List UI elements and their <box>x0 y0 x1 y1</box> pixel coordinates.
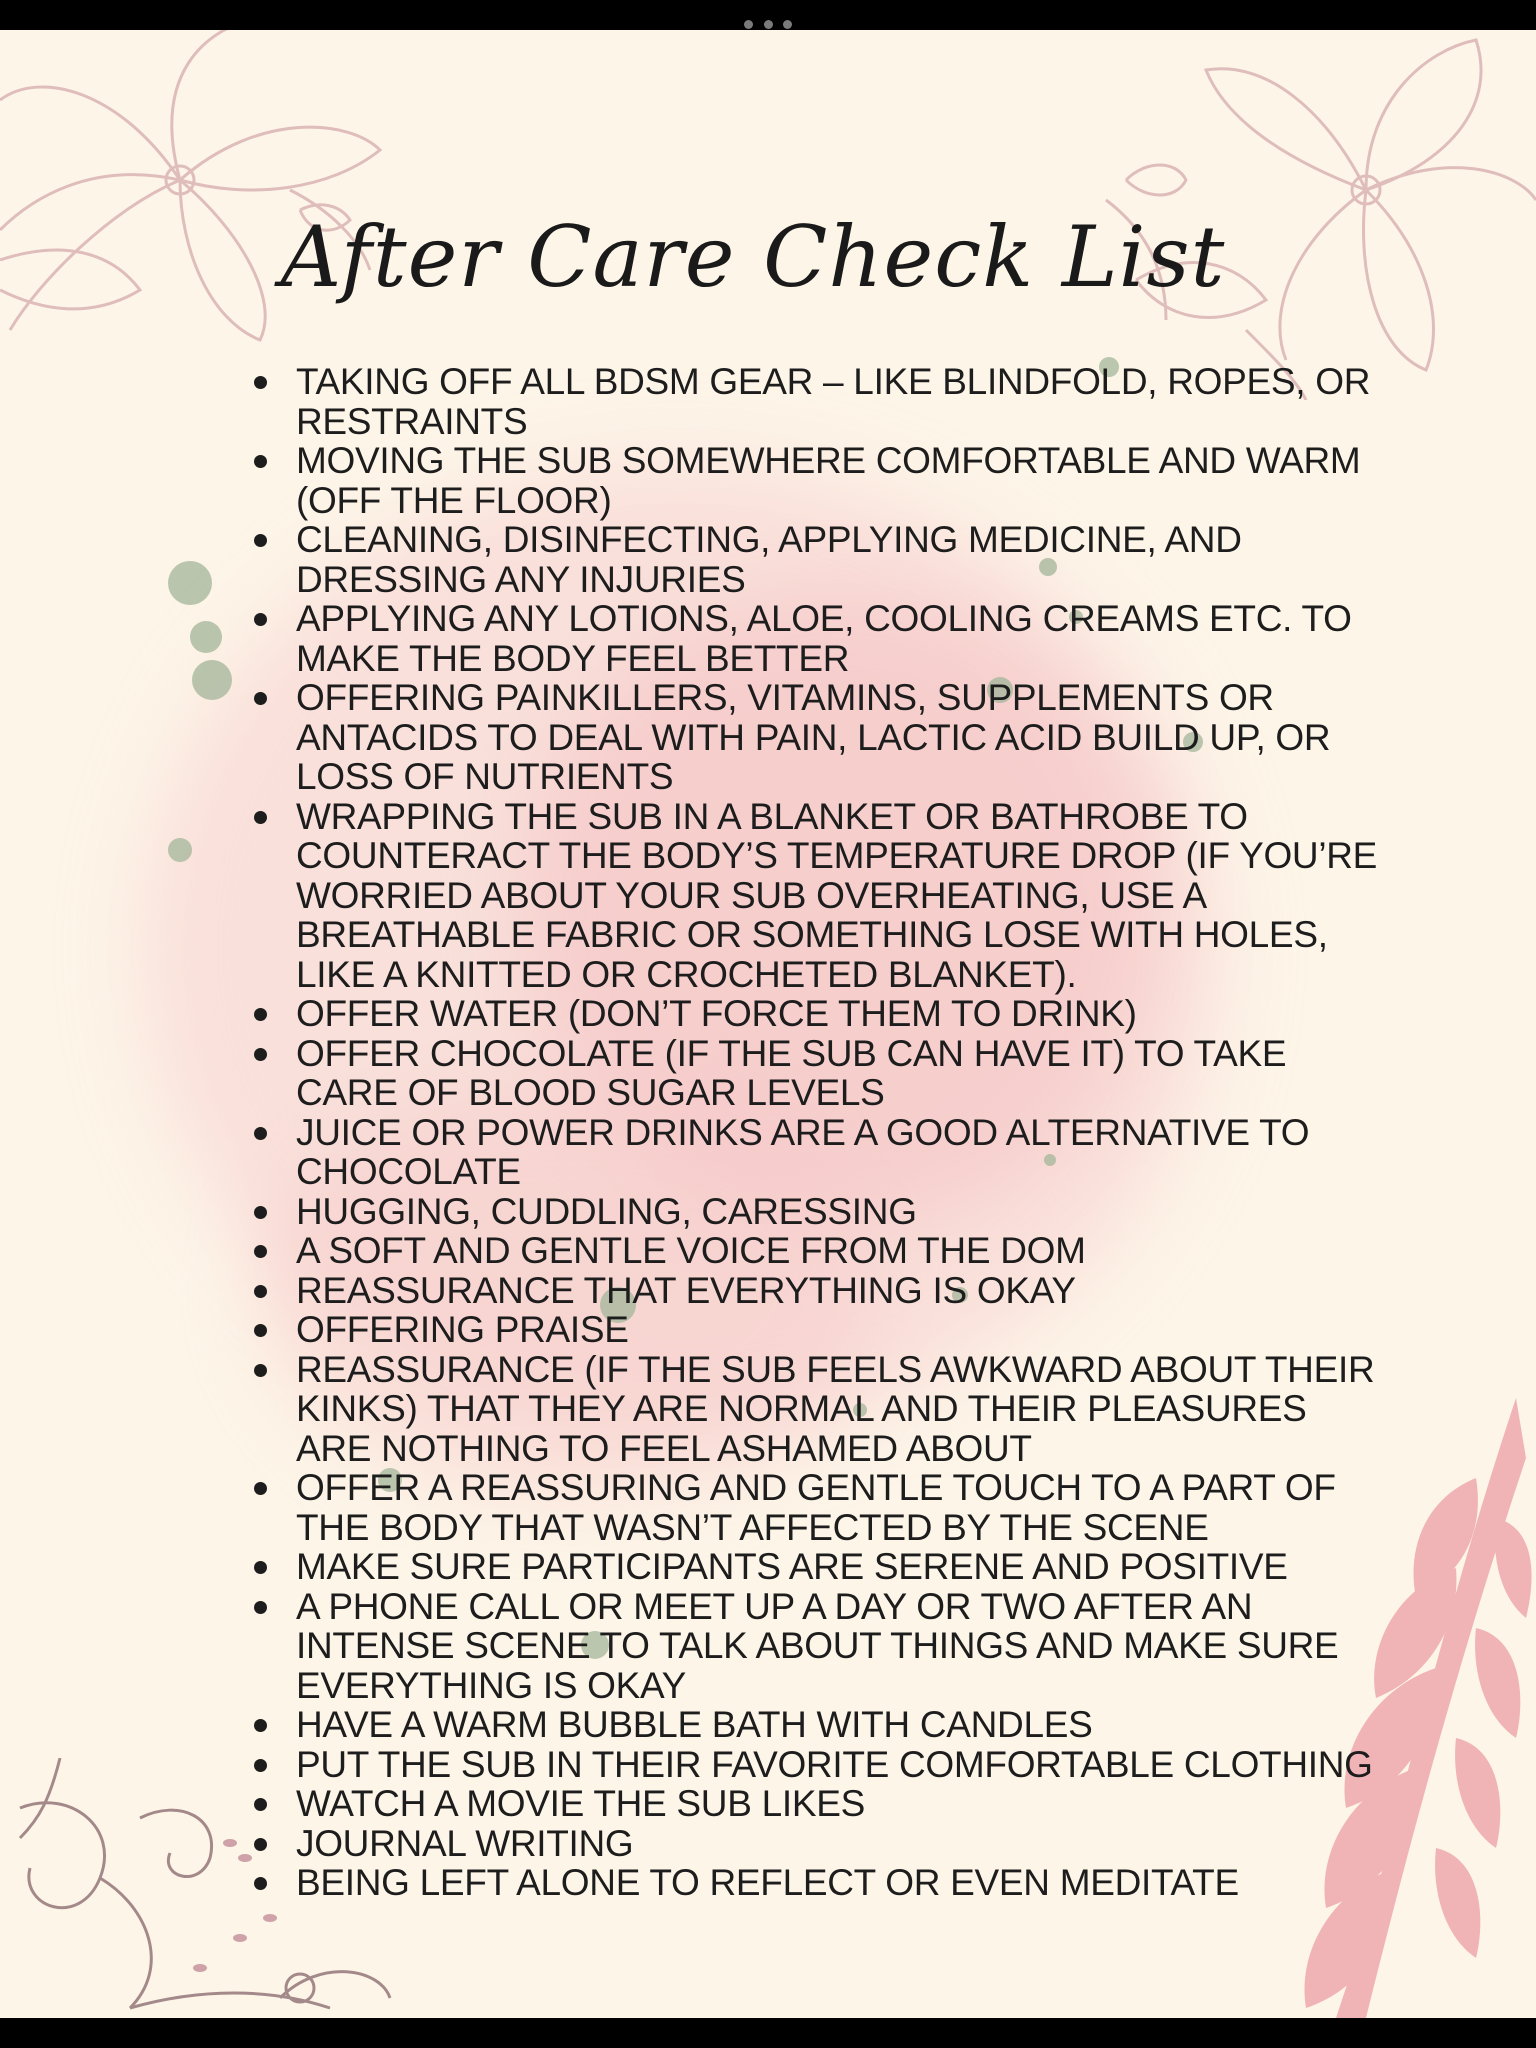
aftercare-checklist <box>253 362 1383 1903</box>
list-item: BEING LEFT ALONE TO REFLECT OR EVEN MEDITATE <box>253 1863 1383 1903</box>
list-item: WATCH A MOVIE THE SUB LIKES <box>253 1784 1383 1824</box>
bottom-bar <box>0 2018 1536 2048</box>
list-item: WRAPPING THE SUB IN A BLANKET OR BATHROBE TO COUNTERACT THE BODY’S TEMPERATURE DROP (IF YOU’RE WORRIED ABOUT YOUR SUB OVERHEATING, USE A BREATHABLE FABRIC OR SOMETHING LOSE WITH HOLES, LIKE A KNITTED OR CROCHETED BLANKET). <box>253 797 1383 995</box>
list-item: REASSURANCE THAT EVERYTHING IS OKAY <box>253 1271 1383 1311</box>
aftercare-page <box>0 30 1536 2018</box>
list-item: A SOFT AND GENTLE VOICE FROM THE DOM <box>253 1231 1383 1271</box>
list-item: MOVING THE SUB SOMEWHERE COMFORTABLE AND WARM (OFF THE FLOOR) <box>253 441 1383 520</box>
list-item: JOURNAL WRITING <box>253 1824 1383 1864</box>
list-item: HAVE A WARM BUBBLE BATH WITH CANDLES <box>253 1705 1383 1745</box>
list-item: APPLYING ANY LOTIONS, ALOE, COOLING CREAMS ETC. TO MAKE THE BODY FEEL BETTER <box>253 599 1383 678</box>
list-item: CLEANING, DISINFECTING, APPLYING MEDICINE, AND DRESSING ANY INJURIES <box>253 520 1383 599</box>
list-item: OFFER WATER (DON’T FORCE THEM TO DRINK) <box>253 994 1383 1034</box>
top-bar <box>0 0 1536 30</box>
list-item: HUGGING, CUDDLING, CARESSING <box>253 1192 1383 1232</box>
page-title: After Care Check List <box>280 208 1226 306</box>
list-item: TAKING OFF ALL BDSM GEAR – LIKE BLINDFOLD, ROPES, OR RESTRAINTS <box>253 362 1383 441</box>
list-item: PUT THE SUB IN THEIR FAVORITE COMFORTABLE CLOTHING <box>253 1745 1383 1785</box>
flower-outline-icon <box>0 30 430 360</box>
list-item: OFFER CHOCOLATE (IF THE SUB CAN HAVE IT) TO TAKE CARE OF BLOOD SUGAR LEVELS <box>253 1034 1383 1113</box>
more-options-icon[interactable] <box>744 19 792 29</box>
list-item: OFFERING PRAISE <box>253 1310 1383 1350</box>
list-item: OFFERING PAINKILLERS, VITAMINS, SUPPLEMENTS OR ANTACIDS TO DEAL WITH PAIN, LACTIC ACID BUILD UP, OR LOSS OF NUTRIENTS <box>253 678 1383 797</box>
list-item: MAKE SURE PARTICIPANTS ARE SERENE AND POSITIVE <box>253 1547 1383 1587</box>
list-item: REASSURANCE (IF THE SUB FEELS AWKWARD ABOUT THEIR KINKS) THAT THEY ARE NORMAL AND THEIR PLEASURES ARE NOTHING TO FEEL ASHAMED ABOUT <box>253 1350 1383 1469</box>
list-item: OFFER A REASSURING AND GENTLE TOUCH TO A PART OF THE BODY THAT WASN’T AFFECTED BY THE SCENE <box>253 1468 1383 1547</box>
list-item: A PHONE CALL OR MEET UP A DAY OR TWO AFTER AN INTENSE SCENE TO TALK ABOUT THINGS AND MAKE SURE EVERYTHING IS OKAY <box>253 1587 1383 1706</box>
list-item: JUICE OR POWER DRINKS ARE A GOOD ALTERNATIVE TO CHOCOLATE <box>253 1113 1383 1192</box>
